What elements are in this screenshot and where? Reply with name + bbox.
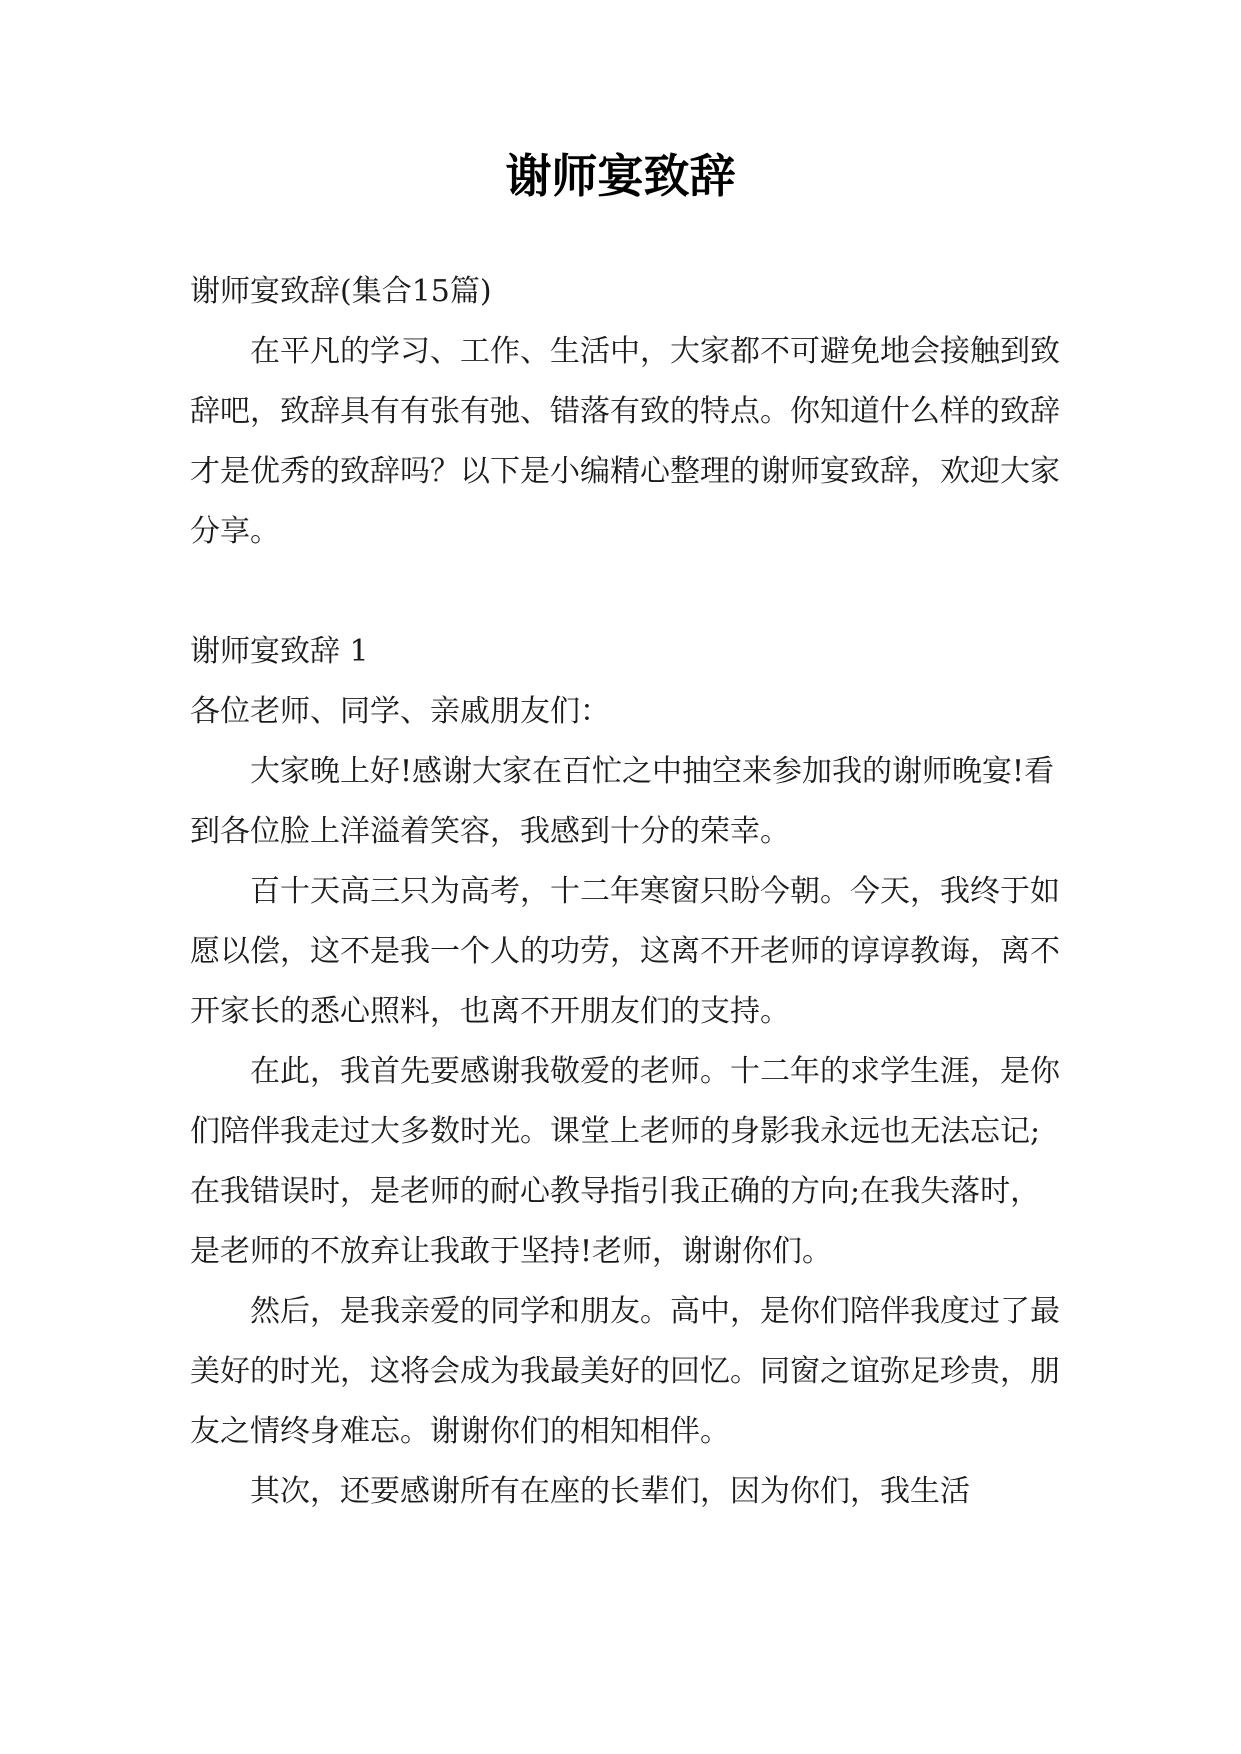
body-paragraph-1: 大家晚上好!感谢大家在百忙之中抽空来参加我的谢师晚宴!看到各位脸上洋溢着笑容，我感到十分的荣幸。: [190, 754, 1055, 849]
document-body: [190, 262, 1060, 1522]
salutation: 各位老师、同学、亲戚朋友们：: [190, 694, 610, 729]
body-paragraph-3: 在此，我首先要感谢我敬爱的老师。十二年的求学生涯，是你们陪伴我走过大多数时光。课堂上老师的身影我永远也无法忘记;在我错误时，是老师的耐心教导指引我正确的方向;在我失落时，是老师的不放弃让我敢于坚持!老师，谢谢你们。: [190, 1054, 1060, 1269]
body-paragraph-4: 然后，是我亲爱的同学和朋友。高中，是你们陪伴我度过了最美好的时光，这将会成为我最美好的回忆。同窗之谊弥足珍贵，朋友之情终身难忘。谢谢你们的相知相伴。: [190, 1294, 1060, 1449]
intro-paragraph: 在平凡的学习、工作、生活中，大家都不可避免地会接触到致辞吧，致辞具有有张有弛、错落有致的特点。你知道什么样的致辞才是优秀的致辞吗？以下是小编精心整理的谢师宴致辞，欢迎大家分享。: [190, 334, 1060, 549]
body-paragraph-5: 其次，还要感谢所有在座的长辈们，因为你们，我生活: [250, 1474, 970, 1509]
body-paragraph-2: 百十天高三只为高考，十二年寒窗只盼今朝。今天，我终于如愿以偿，这不是我一个人的功劳，这离不开老师的谆谆教诲，离不开家长的悉心照料，也离不开朋友们的支持。: [190, 874, 1060, 1029]
document-subtitle: 谢师宴致辞(集合15篇): [190, 274, 492, 309]
document-title: 谢师宴致辞: [505, 149, 736, 203]
section-heading: 谢师宴致辞 1: [190, 634, 369, 669]
